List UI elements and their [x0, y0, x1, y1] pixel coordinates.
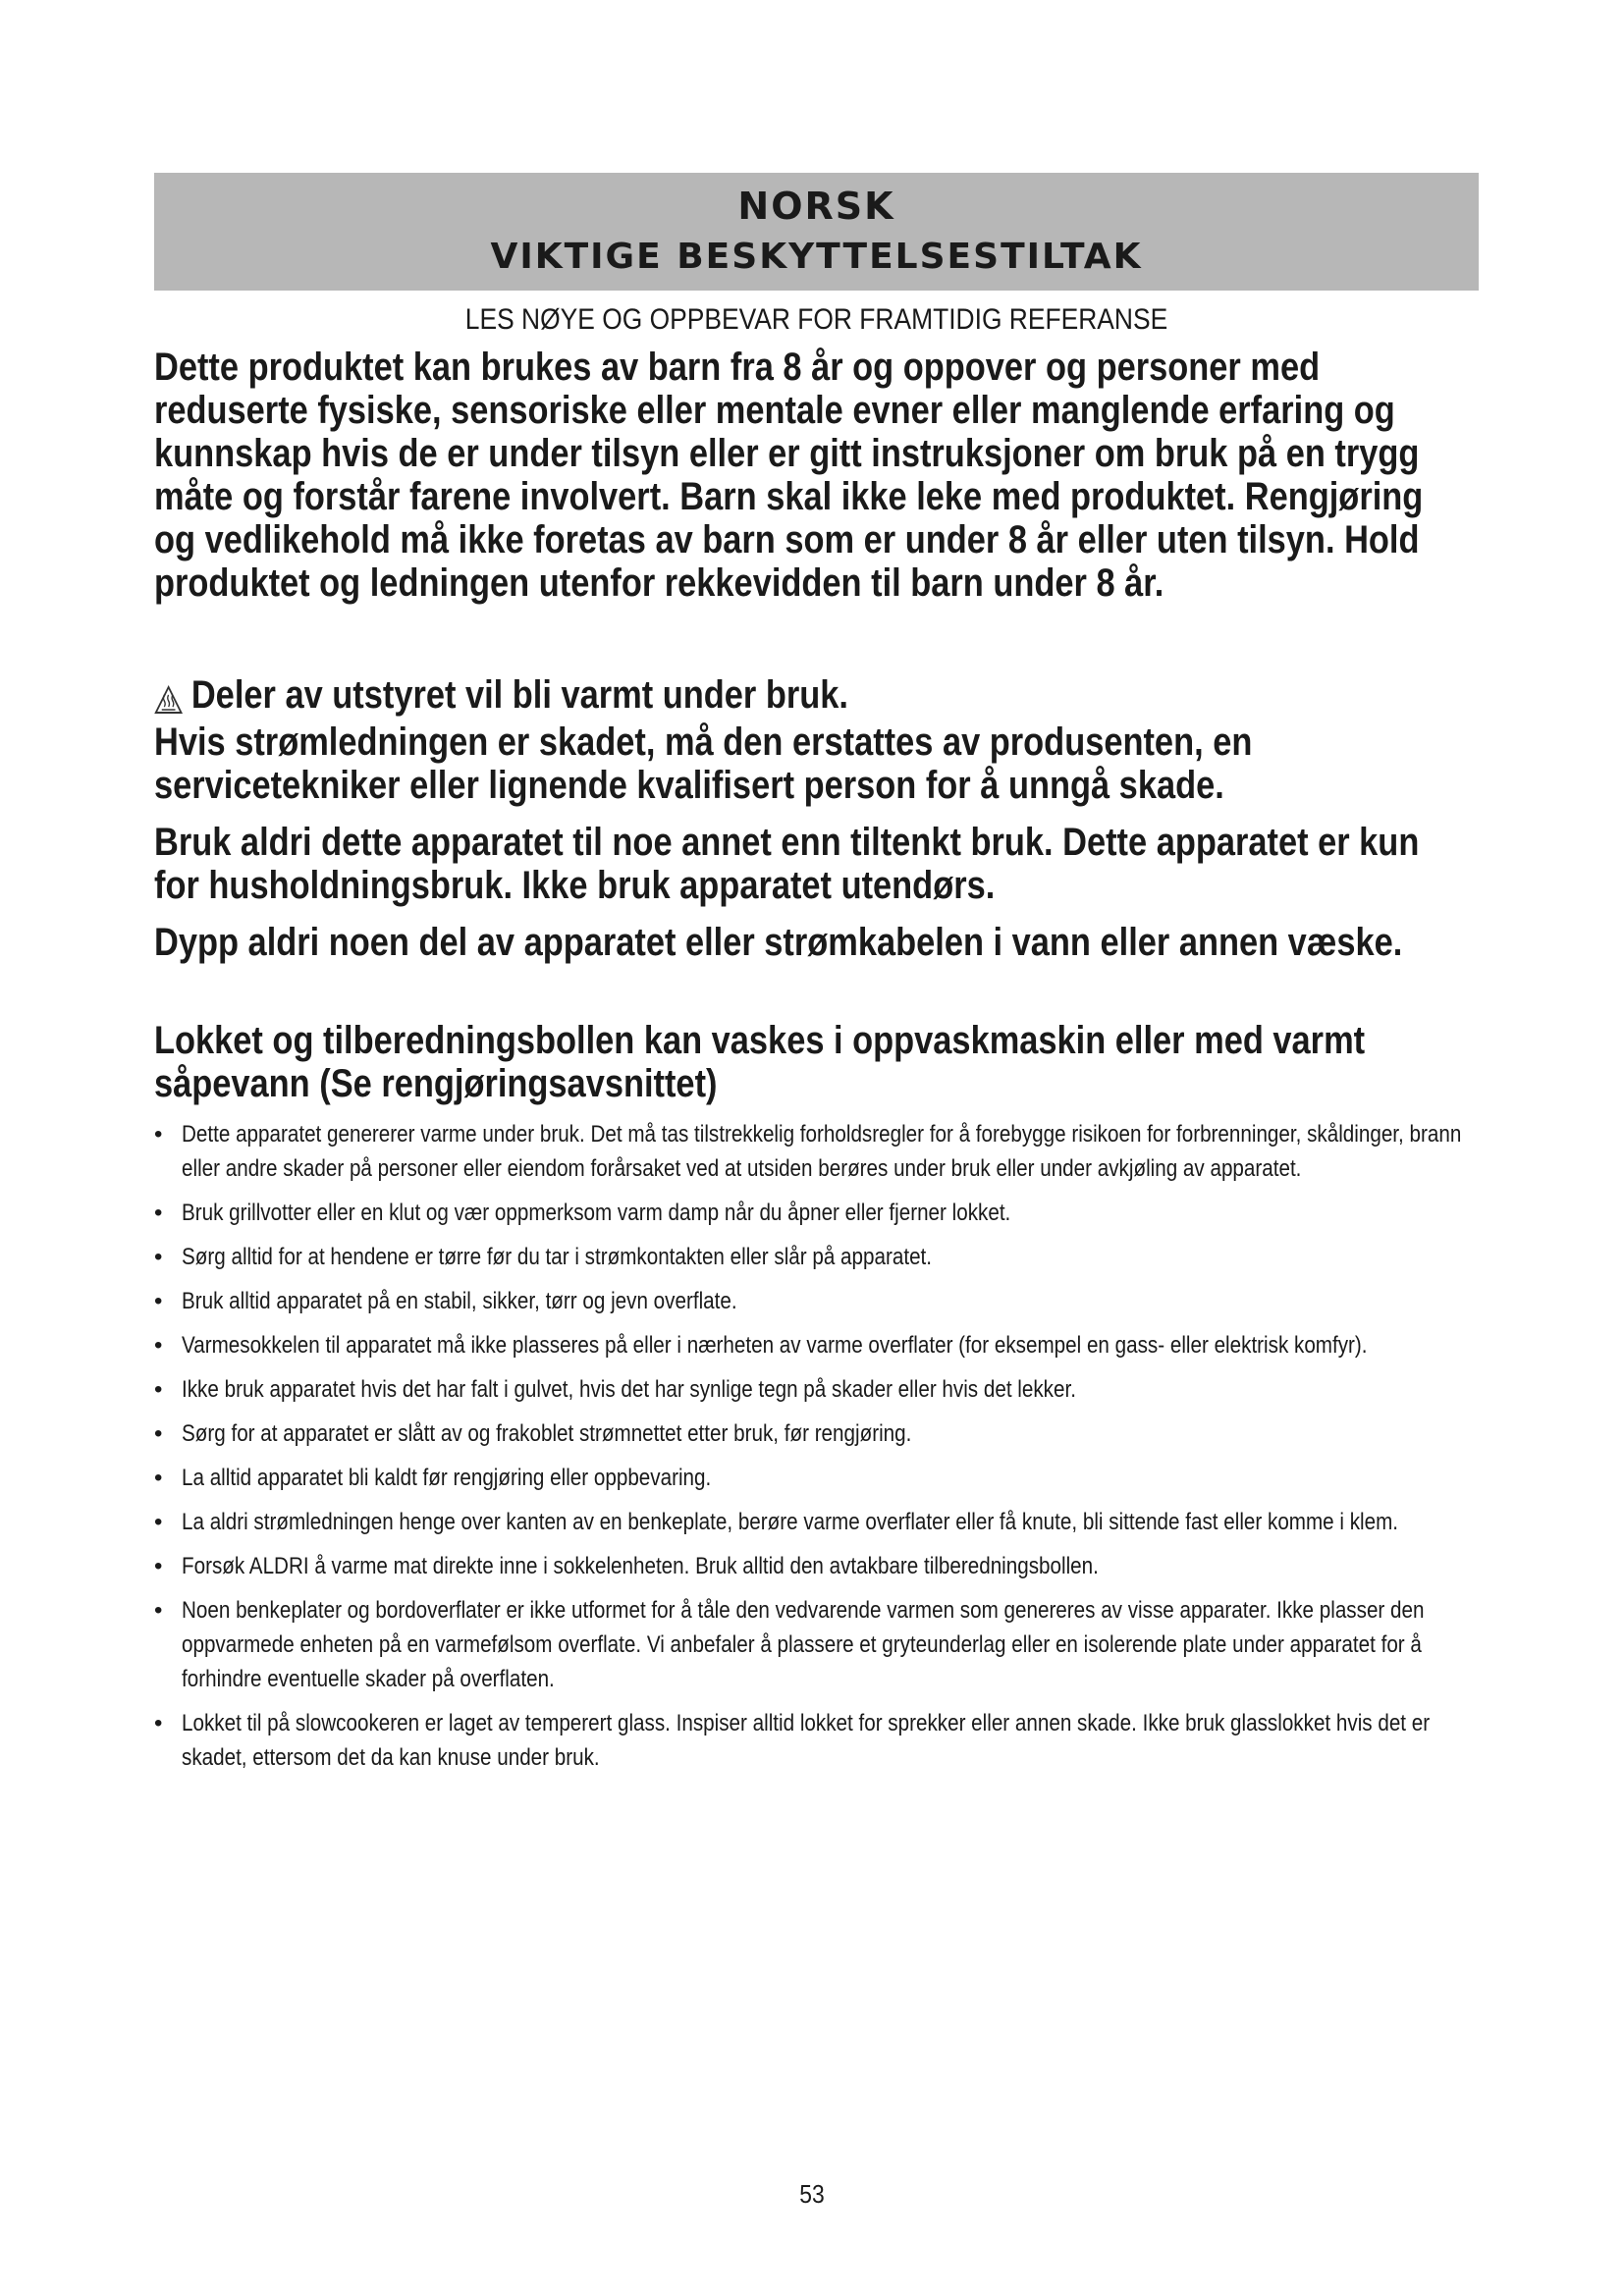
bullet-text: Bruk grillvotter eller en klut og vær oppmerksom varm damp når du åpner eller fjerner lokket.	[182, 1200, 1011, 1226]
important-safeguards-content	[154, 346, 1479, 1113]
hot-surface-warning-icon	[154, 680, 183, 710]
page-number: 53	[799, 2179, 825, 2209]
read-carefully-subheading: LES NØYE OG OPPBEVAR FOR FRAMTIDIG REFERANSE	[464, 303, 1168, 336]
bullet-icon: •	[154, 1420, 163, 1447]
bullet-text: La alltid apparatet bli kaldt før rengjøring eller oppbevaring.	[182, 1465, 712, 1491]
bullet-text: Ikke bruk apparatet hvis det har falt i gulvet, hvis det har synlige tegn på skader eller hvis det lekker.	[182, 1376, 1076, 1403]
bullet-icon: •	[154, 1376, 163, 1403]
bullet-icon: •	[154, 1121, 163, 1148]
intended-use-paragraph: Bruk aldri dette apparatet til noe annet enn tiltenkt bruk. Dette apparatet er kun for husholdningsbruk. Ikke bruk apparatet utendørs.	[154, 821, 1420, 907]
hot-parts-warning-text: Deler av utstyret vil bli varmt under bruk.	[190, 673, 848, 717]
power-cord-damage-paragraph: Hvis strømledningen er skadet, må den erstattes av produsenten, en servicetekniker eller lignende kvalifisert person for å unngå skade.	[154, 721, 1253, 807]
bullet-icon: •	[154, 1332, 163, 1359]
list-item	[154, 1593, 1479, 1696]
bullet-text: Noen benkeplater og bordoverflater er ikke utformet for å tåle den vedvarende varmen som genereres av visse apparater. Ikke plasser den oppvarmede enheten på en varmefølsom overflate. Vi anbefaler å plassere et gryteunderlag eller en isolerende plate under apparatet for å forhindre eventuelle skader på overflaten.	[182, 1597, 1425, 1692]
bullet-text: Sørg for at apparatet er slått av og frakoblet strømnettet etter bruk, før rengjøring.	[182, 1420, 912, 1447]
list-item	[154, 1505, 1479, 1539]
page-title: VIKTIGE BESKYTTELSESTILTAK	[490, 237, 1143, 277]
list-item	[154, 1117, 1479, 1186]
list-item	[154, 1284, 1479, 1318]
bullet-icon: •	[154, 1597, 163, 1624]
bullet-text: La aldri strømledningen henge over kanten av en benkeplate, berøre varme overflater eller få knute, bli sittende fast eller komme i klem.	[182, 1509, 1399, 1535]
safety-bullet-list	[154, 1117, 1479, 1785]
language-heading: NORSK	[737, 185, 895, 228]
bullet-icon: •	[154, 1288, 163, 1314]
list-item	[154, 1549, 1479, 1583]
dishwasher-safe-paragraph: Lokket og tilberedningsbollen kan vaskes i oppvaskmaskin eller med varmt såpevann (Se rengjøringsavsnittet)	[154, 1019, 1366, 1105]
bullet-icon: •	[154, 1553, 163, 1579]
list-item	[154, 1196, 1479, 1230]
bullet-icon: •	[154, 1710, 163, 1736]
hot-parts-warning	[154, 669, 1467, 721]
list-item	[154, 1328, 1479, 1362]
list-item	[154, 1240, 1479, 1274]
bullet-text: Bruk alltid apparatet på en stabil, sikker, tørr og jevn overflate.	[182, 1288, 737, 1314]
bullet-icon: •	[154, 1200, 163, 1226]
bullet-icon: •	[154, 1465, 163, 1491]
list-item	[154, 1706, 1479, 1775]
bullet-text: Varmesokkelen til apparatet må ikke plasseres på eller i nærheten av varme overflater (for eksempel en gass- eller elektrisk komfyr).	[182, 1332, 1368, 1359]
do-not-immerse-paragraph: Dypp aldri noen del av apparatet eller strømkabelen i vann eller annen væske.	[154, 921, 1403, 964]
list-item	[154, 1416, 1479, 1451]
bullet-text: Forsøk ALDRI å varme mat direkte inne i sokkelenheten. Bruk alltid den avtakbare tilberedningsbollen.	[182, 1553, 1099, 1579]
bullet-text: Lokket til på slowcookeren er laget av temperert glass. Inspiser alltid lokket for sprekker eller annen skade. Ikke bruk glasslokket hvis det er skadet, ettersom det da kan knuse under bruk.	[182, 1710, 1431, 1771]
bullet-icon: •	[154, 1509, 163, 1535]
bullet-text: Dette apparatet genererer varme under bruk. Det må tas tilstrekkelig forholdsregler for å forebygge risikoen for forbrenninger, skåldinger, brann eller andre skader på personer eller eiendom forårsaket ved at utsiden berøres under bruk eller under avkjøling av apparatet.	[182, 1121, 1462, 1182]
list-item	[154, 1461, 1479, 1495]
bullet-text: Sørg alltid for at hendene er tørre før du tar i strømkontakten eller slår på apparatet.	[182, 1244, 933, 1270]
children-safety-paragraph: Dette produktet kan brukes av barn fra 8 år og oppover og personer med reduserte fysiske, sensoriske eller mentale evner eller manglende erfaring og kunnskap hvis de er under tilsyn eller er gitt instruksjoner om bruk på en trygg måte og forstår farene involvert. Barn skal ikke leke med produktet. Rengjøring og vedlikehold må ikke foretas av barn som er under 8 år eller uten tilsyn. Hold produktet og ledningen utenfor rekkevidden til barn under 8 år.	[154, 346, 1424, 605]
list-item	[154, 1372, 1479, 1407]
bullet-icon: •	[154, 1244, 163, 1270]
section-header-band	[154, 173, 1479, 291]
